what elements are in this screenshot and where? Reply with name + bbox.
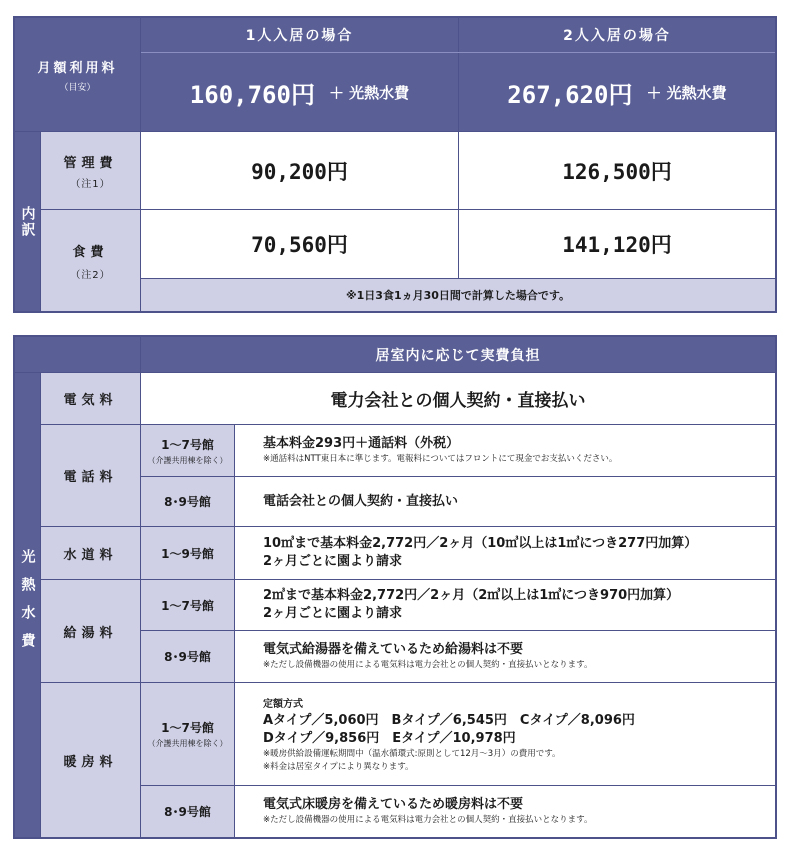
water-building: 1〜9号館 <box>141 527 234 579</box>
hot-water-label: 給湯料 <box>41 580 140 682</box>
heating-label: 暖房料 <box>41 683 140 837</box>
heating-building-1-note: （介護共用棟を除く） <box>147 739 228 748</box>
monthly-fee-label: 月額利用料 <box>37 60 118 76</box>
meal-fee-note: （注2） <box>70 269 111 281</box>
phone-detail-1-line1: 基本料金293円＋通話料（外税） <box>263 436 460 451</box>
col1-total-amount: 160,760円 <box>189 80 315 109</box>
hot-water-detail-1 <box>235 580 775 630</box>
phone-detail-1-note: ※通話料はNTT東日本に準じます。電報料についてはフロントにて現金でお支払いください。 <box>263 454 618 464</box>
management-fee-label-cell <box>41 132 140 209</box>
col2-total-amount: 267,620円 <box>507 80 633 109</box>
meal-fee-label-cell <box>41 210 140 311</box>
utilities-corner <box>15 337 140 372</box>
heating-building-1 <box>141 683 234 785</box>
management-fee-label: 管理費 <box>63 155 118 171</box>
meal-fee-double: 141,120円 <box>459 210 775 278</box>
hot-water-detail-2-line1: 電気式給湯器を備えているため給湯料は不要 <box>263 642 524 657</box>
heating-detail-1-line2: Dタイプ／9,856円 Eタイプ／10,978円 <box>263 730 516 746</box>
hot-water-detail-1-line1: 2㎥まで基本料金2,772円／2ヶ月（2㎥以上は1㎥につき970円加算） <box>263 588 680 603</box>
col1-header: 1人入居の場合 <box>141 18 458 52</box>
management-fee-double: 126,500円 <box>459 132 775 209</box>
hot-water-building-1: 1〜7号館 <box>141 580 234 630</box>
electricity-value: 電力会社との個人契約・直接払い <box>141 373 775 424</box>
phone-building-1-name: 1〜7号館 <box>161 437 214 452</box>
heating-building-2: 8･9号館 <box>141 786 234 837</box>
phone-building-1 <box>141 425 234 476</box>
management-fee-note: （注1） <box>70 178 111 190</box>
col2-total <box>459 53 775 131</box>
water-detail <box>235 527 775 579</box>
meal-fee-label: 食費 <box>72 244 109 260</box>
electricity-label: 電気料 <box>41 373 140 424</box>
breakdown-side-label: 内訳 <box>15 132 40 311</box>
heating-detail-2 <box>235 786 775 837</box>
fees-footnote: ※1日3食1ヵ月30日間で計算した場合です。 <box>141 279 775 311</box>
col2-header: 2人入居の場合 <box>459 18 775 52</box>
heating-detail-1-note2: ※料金は居室タイプにより異なります。 <box>263 761 414 772</box>
heating-detail-1-line1: Aタイプ／5,060円 Bタイプ／6,545円 Cタイプ／8,096円 <box>263 712 635 728</box>
phone-detail-2-line1: 電話会社との個人契約・直接払い <box>263 493 459 509</box>
phone-detail-2 <box>235 477 775 526</box>
heating-detail-1 <box>235 683 775 785</box>
water-detail-line1: 10㎥まで基本料金2,772円／2ヶ月（10㎥以上は1㎥につき277円加算） <box>263 536 698 551</box>
hot-water-detail-2-note: ※ただし設備機器の使用による電気料は電力会社との個人契約・直接払いとなります。 <box>263 660 593 670</box>
col1-total-plus: ＋ 光熱水費 <box>328 83 410 102</box>
phone-detail-1 <box>235 425 775 476</box>
utilities-header: 居室内に応じて実費負担 <box>141 337 775 372</box>
heating-detail-1-heading: 定額方式 <box>263 698 303 710</box>
hot-water-detail-1-line2: 2ヶ月ごとに園より請求 <box>263 606 403 621</box>
heating-building-1-name: 1〜7号館 <box>161 721 214 735</box>
phone-building-1-note: （介護共用棟を除く） <box>147 455 228 465</box>
monthly-fee-sub: （目安） <box>59 82 96 93</box>
meal-fee-single: 70,560円 <box>141 210 458 278</box>
phone-label: 電話料 <box>41 425 140 526</box>
heating-detail-2-line1: 電気式床暖房を備えているため暖房料は不要 <box>263 797 524 812</box>
hot-water-detail-2 <box>235 631 775 682</box>
heating-detail-1-note1: ※暖房供給設備運転期間中（温水循環式:原則として12月〜3月）の費用です。 <box>263 748 561 759</box>
phone-building-2: 8･9号館 <box>141 477 234 526</box>
water-detail-line2: 2ヶ月ごとに園より請求 <box>263 554 403 569</box>
fees-corner-cell <box>15 18 140 131</box>
management-fee-single: 90,200円 <box>141 132 458 209</box>
col1-total <box>141 53 458 131</box>
water-label: 水道料 <box>41 527 140 579</box>
heating-detail-2-note: ※ただし設備機器の使用による電気料は電力会社との個人契約・直接払いとなります。 <box>263 815 593 825</box>
utilities-side-label: 光熱水費 <box>15 373 40 837</box>
col2-total-plus: ＋ 光熱水費 <box>646 83 727 102</box>
hot-water-building-2: 8･9号館 <box>141 631 234 682</box>
